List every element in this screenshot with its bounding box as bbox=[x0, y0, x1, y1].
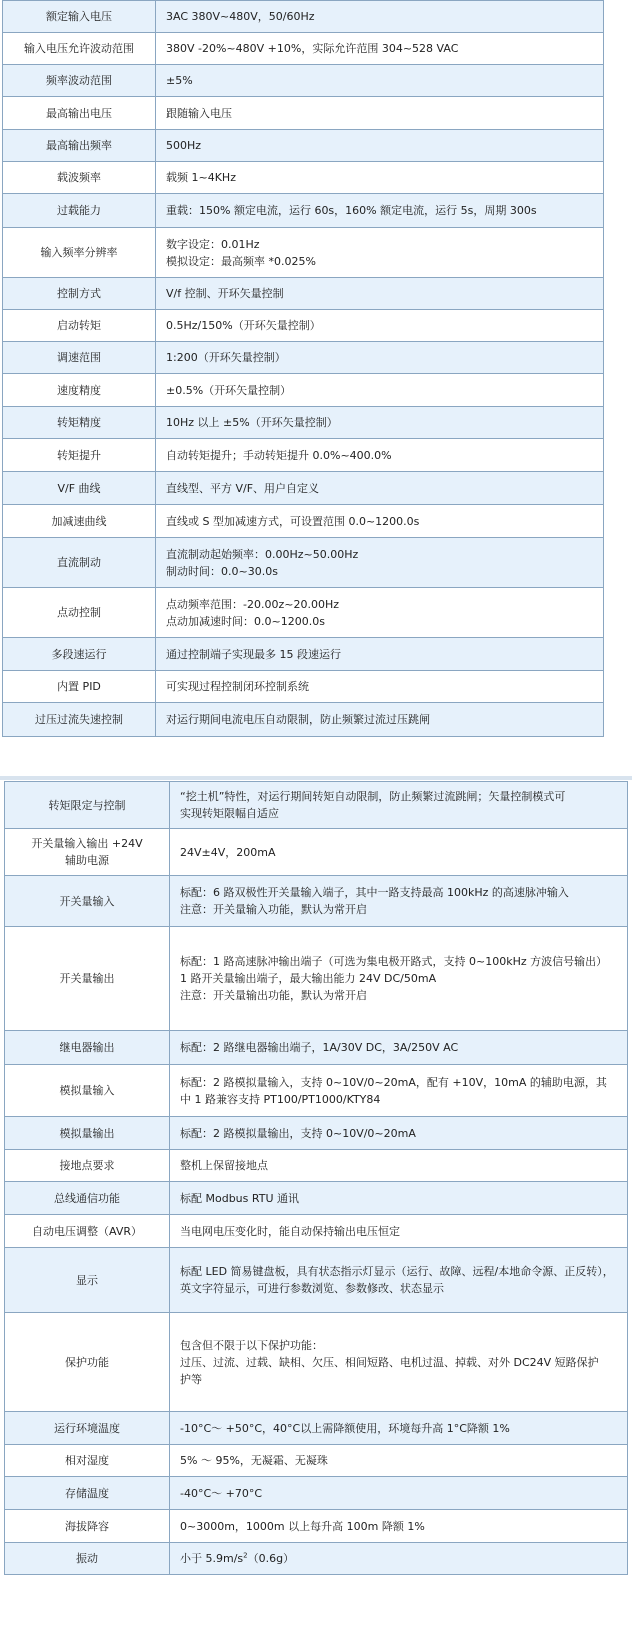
spec-value-line: 1 路开关量输出端子，最大输出能力 24V DC/50mA bbox=[180, 972, 437, 985]
superscript: 2 bbox=[243, 1551, 248, 1560]
spec-value-line: 点动加减速时间：0.0~1200.0s bbox=[166, 614, 325, 628]
spec-row bbox=[5, 876, 628, 927]
spec-label: 开关量输入 bbox=[5, 876, 170, 927]
spec-value bbox=[170, 927, 628, 1031]
spec-row bbox=[5, 1412, 628, 1445]
spec-value-line: 载频 1~4KHz bbox=[166, 171, 236, 184]
spec-row bbox=[3, 278, 604, 310]
spec-row bbox=[3, 342, 604, 374]
spec-label: 运行环境温度 bbox=[5, 1412, 170, 1445]
spec-value bbox=[170, 829, 628, 876]
spec-label: 直流制动 bbox=[3, 538, 156, 588]
spec-label: 转矩精度 bbox=[3, 407, 156, 439]
spec-row bbox=[3, 671, 604, 703]
spec-value-line: 500Hz bbox=[166, 139, 202, 152]
spec-label: 开关量输出 bbox=[5, 927, 170, 1031]
spec-label: 模拟量输入 bbox=[5, 1065, 170, 1117]
spec-value bbox=[156, 194, 604, 228]
spec-label: 点动控制 bbox=[3, 588, 156, 638]
spec-label: 最高输出频率 bbox=[3, 130, 156, 162]
spec-value bbox=[170, 1543, 628, 1575]
spec-value-line: 标配：2 路模拟量输入，支持 0~10V/0~20mA，配有 +10V，10mA 的辅助电源，其 bbox=[180, 1075, 607, 1089]
spec-label: 振动 bbox=[5, 1543, 170, 1575]
spec-row bbox=[5, 1182, 628, 1215]
spec-row bbox=[3, 374, 604, 407]
spec-label: 转矩限定与控制 bbox=[5, 782, 170, 829]
spec-label-line: 辅助电源 bbox=[65, 854, 109, 867]
spec-value bbox=[156, 228, 604, 278]
spec-row bbox=[5, 1543, 628, 1575]
spec-value-line: 注意：开关量输入功能，默认为常开启 bbox=[180, 903, 367, 916]
spec-row bbox=[3, 65, 604, 97]
spec-value-line: ±5% bbox=[166, 74, 193, 87]
spec-value-line: 标配：1 路高速脉冲输出端子（可选为集电极开路式，支持 0~100kHz 方波信号输出） bbox=[180, 955, 608, 968]
spec-value bbox=[156, 407, 604, 439]
spec-value-line: -40°C～ +70°C bbox=[180, 1486, 263, 1500]
spec-row bbox=[5, 1445, 628, 1477]
spec-value bbox=[156, 538, 604, 588]
spec-value-line: 直流制动起始频率：0.00Hz~50.00Hz bbox=[166, 547, 359, 561]
spec-value bbox=[156, 65, 604, 97]
spec-row bbox=[3, 130, 604, 162]
spec-label: 调速范围 bbox=[3, 342, 156, 374]
spec-value-line: 可实现过程控制闭环控制系统 bbox=[166, 680, 309, 693]
spec-row bbox=[5, 1248, 628, 1313]
spec-value bbox=[156, 162, 604, 194]
spec-value bbox=[156, 33, 604, 65]
spec-value-line: 数字设定：0.01Hz bbox=[166, 237, 260, 251]
spec-value bbox=[170, 1215, 628, 1248]
spec-value bbox=[170, 1445, 628, 1477]
spec-label-line: 开关量输入输出 +24V bbox=[31, 837, 143, 850]
spec-label: 转矩提升 bbox=[3, 439, 156, 472]
spec-label: V/F 曲线 bbox=[3, 472, 156, 505]
spec-label: 过载能力 bbox=[3, 194, 156, 228]
spec-label: 内置 PID bbox=[3, 671, 156, 703]
spec-value-line: 中 1 路兼容支持 PT100/PT1000/KTY84 bbox=[180, 1092, 381, 1106]
spec-label: 输入频率分辨率 bbox=[3, 228, 156, 278]
spec-value-line: 包含但不限于以下保护功能： bbox=[180, 1338, 323, 1352]
spec-value-line: 380V -20%~480V +10%，实际允许范围 304~528 VAC bbox=[166, 42, 459, 55]
spec-row bbox=[5, 1477, 628, 1510]
spec-value-line: 模拟设定：最高频率 *0.025% bbox=[166, 254, 316, 268]
spec-value bbox=[170, 1412, 628, 1445]
spec-value bbox=[170, 1065, 628, 1117]
spec-label: 显示 bbox=[5, 1248, 170, 1313]
spec-value bbox=[156, 703, 604, 737]
spec-value-line: 直线型、平方 V/F、用户自定义 bbox=[166, 481, 320, 495]
spec-value-line: 整机上保留接地点 bbox=[180, 1159, 268, 1172]
spec-label: 过压过流失速控制 bbox=[3, 703, 156, 737]
spec-value-line: “挖土机”特性，对运行期间转矩自动限制，防止频繁过流跳闸；矢量控制模式可 bbox=[180, 790, 566, 803]
spec-label: 相对湿度 bbox=[5, 1445, 170, 1477]
spec-label: 海拔降容 bbox=[5, 1510, 170, 1543]
spec-label: 总线通信功能 bbox=[5, 1182, 170, 1215]
spec-value bbox=[156, 310, 604, 342]
spec-value-line: 标配：2 路模拟量输出，支持 0~10V/0~20mA bbox=[180, 1126, 416, 1140]
spec-value bbox=[156, 439, 604, 472]
spec-label: 控制方式 bbox=[3, 278, 156, 310]
spec-value bbox=[156, 671, 604, 703]
spec-row bbox=[5, 829, 628, 876]
spec-value-line: 制动时间：0.0~30.0s bbox=[166, 564, 278, 578]
spec-value-line: 标配 Modbus RTU 通讯 bbox=[180, 1191, 299, 1205]
spec-label: 加减速曲线 bbox=[3, 505, 156, 538]
spec-label: 模拟量输出 bbox=[5, 1117, 170, 1150]
spec-row bbox=[3, 228, 604, 278]
spec-value-line: 10Hz 以上 ±5%（开环矢量控制） bbox=[166, 416, 338, 429]
spec-label: 保护功能 bbox=[5, 1313, 170, 1412]
spec-value-line: 5% ～ 95%，无凝霜、无凝珠 bbox=[180, 1454, 328, 1467]
spec-value-line: 通过控制端子实现最多 15 段速运行 bbox=[166, 647, 341, 661]
spec-value-line: 3AC 380V~480V，50/60Hz bbox=[166, 10, 315, 23]
spec-value-line: 过压、过流、过载、缺相、欠压、相间短路、电机过温、掉载、对外 DC24V 短路保护 bbox=[180, 1355, 599, 1369]
spec-value bbox=[170, 1150, 628, 1182]
spec-value-line: 对运行期间电流电压自动限制，防止频繁过流过压跳闸 bbox=[166, 713, 430, 726]
spec-label: 输入电压允许波动范围 bbox=[3, 33, 156, 65]
spec-row bbox=[3, 472, 604, 505]
spec-value bbox=[170, 1477, 628, 1510]
spec-label: 频率波动范围 bbox=[3, 65, 156, 97]
spec-row bbox=[3, 439, 604, 472]
spec-row bbox=[5, 1065, 628, 1117]
spec-value-line: 点动频率范围：-20.00z~20.00Hz bbox=[166, 597, 339, 611]
spec-row bbox=[3, 588, 604, 638]
spec-row bbox=[3, 538, 604, 588]
spec-value-line: 实现转矩限幅自适应 bbox=[180, 807, 279, 820]
spec-label: 额定输入电压 bbox=[3, 1, 156, 33]
spec-row bbox=[3, 407, 604, 439]
spec-row bbox=[5, 1313, 628, 1412]
spec-row bbox=[3, 162, 604, 194]
spec-row bbox=[5, 1117, 628, 1150]
spec-value-text: （0.6g） bbox=[247, 1552, 295, 1565]
spec-value bbox=[156, 505, 604, 538]
spec-row bbox=[3, 1, 604, 33]
spec-value-line: 24V±4V，200mA bbox=[180, 845, 276, 859]
spec-value-line: 自动转矩提升；手动转矩提升 0.0%~400.0% bbox=[166, 448, 392, 462]
spec-row bbox=[3, 33, 604, 65]
spec-table-2 bbox=[4, 781, 628, 1575]
spec-value-line: 注意：开关量输出功能，默认为常开启 bbox=[180, 989, 367, 1002]
spec-label: 存储温度 bbox=[5, 1477, 170, 1510]
spec-value bbox=[156, 278, 604, 310]
spec-value bbox=[170, 1510, 628, 1543]
spec-value-line: 跟随输入电压 bbox=[166, 106, 232, 120]
spec-value-line: -10°C～ +50°C，40°C以上需降额使用，环境每升高 1°C降额 1% bbox=[180, 1421, 510, 1435]
spec-value-line: 英文字符显示，可进行参数浏览、参数修改、状态显示 bbox=[180, 1282, 444, 1295]
spec-value-line: 重载：150% 额定电流，运行 60s，160% 额定电流，运行 5s，周期 300s bbox=[166, 204, 537, 217]
spec-value-line: 直线或 S 型加减速方式，可设置范围 0.0~1200.0s bbox=[166, 514, 420, 528]
spec-row bbox=[3, 638, 604, 671]
spec-row bbox=[5, 1215, 628, 1248]
spec-row bbox=[5, 1031, 628, 1065]
spec-value bbox=[156, 588, 604, 638]
spec-label bbox=[5, 829, 170, 876]
spec-value bbox=[170, 876, 628, 927]
spec-value-line: 标配 LED 简易键盘板，具有状态指示灯显示（运行、故障、远程/本地命令源、正反转）， bbox=[180, 1265, 614, 1278]
spec-value bbox=[156, 97, 604, 130]
spec-value bbox=[170, 1117, 628, 1150]
spec-label: 接地点要求 bbox=[5, 1150, 170, 1182]
spec-value-line: 当电网电压变化时，能自动保持输出电压恒定 bbox=[180, 1224, 400, 1238]
spec-row bbox=[3, 505, 604, 538]
spec-value bbox=[170, 1248, 628, 1313]
spec-value bbox=[170, 1182, 628, 1215]
spec-row bbox=[3, 97, 604, 130]
spec-value-line: 标配：6 路双极性开关量输入端子，其中一路支持最高 100kHz 的高速脉冲输入 bbox=[180, 886, 569, 899]
spec-value bbox=[170, 1313, 628, 1412]
spec-label: 速度精度 bbox=[3, 374, 156, 407]
spec-value-text: 小于 5.9m/s bbox=[180, 1552, 244, 1565]
spec-label: 最高输出电压 bbox=[3, 97, 156, 130]
spec-row bbox=[5, 1150, 628, 1182]
spec-row bbox=[3, 703, 604, 737]
spec-table-1 bbox=[2, 0, 604, 737]
spec-value-line: 1:200（开环矢量控制） bbox=[166, 351, 286, 364]
spec-value bbox=[170, 782, 628, 829]
spec-value-line bbox=[180, 1550, 623, 1567]
spec-row bbox=[3, 194, 604, 228]
spec-value bbox=[156, 374, 604, 407]
spec-value bbox=[170, 1031, 628, 1065]
spec-row bbox=[5, 782, 628, 829]
spec-value bbox=[156, 638, 604, 671]
spec-label: 多段速运行 bbox=[3, 638, 156, 671]
spec-value-line: 0.5Hz/150%（开环矢量控制） bbox=[166, 319, 321, 332]
spec-label: 继电器输出 bbox=[5, 1031, 170, 1065]
spec-value-line: ±0.5%（开环矢量控制） bbox=[166, 383, 292, 397]
spec-label: 载波频率 bbox=[3, 162, 156, 194]
spec-row bbox=[5, 927, 628, 1031]
spec-value-line: 0~3000m，1000m 以上每升高 100m 降额 1% bbox=[180, 1519, 425, 1533]
spec-value-line: V/f 控制、开环矢量控制 bbox=[166, 287, 284, 300]
spec-value bbox=[156, 130, 604, 162]
spec-value-line: 标配：2 路继电器输出端子，1A/30V DC，3A/250V AC bbox=[180, 1041, 459, 1054]
spec-value bbox=[156, 472, 604, 505]
spec-value bbox=[156, 1, 604, 33]
spec-label: 自动电压调整（AVR） bbox=[5, 1215, 170, 1248]
spec-row bbox=[3, 310, 604, 342]
spec-value bbox=[156, 342, 604, 374]
spec-row bbox=[5, 1510, 628, 1543]
spec-label: 启动转矩 bbox=[3, 310, 156, 342]
section-divider bbox=[0, 776, 632, 780]
spec-value-line: 护等 bbox=[180, 1372, 202, 1386]
